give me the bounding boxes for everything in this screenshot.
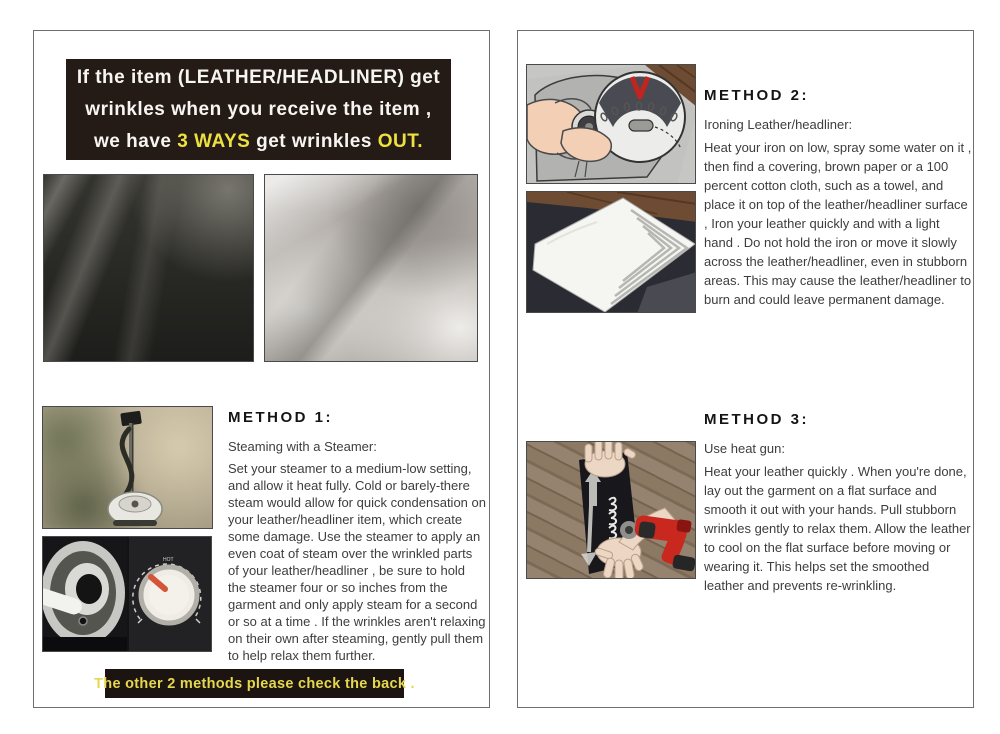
method-1-subheading: Steaming with a Steamer:: [228, 439, 377, 454]
method-1-body: Set your steamer to a medium-low setting, and allow it heat fully. Cold or barely-there steam would allow for quick condensation on your leather/headliner item, which create some damage. Use the steamer to apply an even coat of steam over the wrinkled parts of your leather/headliner , be sure to hold the steamer four or so inches from the garment and only apply steam for a second or so at a time . If the wrinkles aren't relaxing on their own after steaming, gently pull them to help relax them further.: [228, 461, 486, 663]
iron-dial-drawing: [527, 65, 696, 184]
method-2-heading: METHOD 2:: [704, 87, 809, 104]
method-3-heading: METHOD 3:: [704, 411, 809, 428]
method-3-body: Heat your leather quickly . When you're done, lay out the garment on a flat surface and smooth it out with your hands. Pull stubborn wrinkles gently to relax them. Allow the leather to cool on the flat surface before moving or wearing it. This helps set the smoothed leather and prevents re-wrinkling.: [704, 464, 971, 593]
headline-line-3-mid: get wrinkles: [250, 130, 378, 152]
footer-banner-text: The other 2 methods please check the back .: [94, 675, 415, 692]
method-2-body: Heat your iron on low, spray some water on it , then find a covering, brown paper or a 100 percent cotton cloth, such as a towel, and place it on top of the leather/headliner surface , Iron your leather quickly and with a light hand . Do not hold the iron or move it slowly across the leather/headliner, even in stubborn areas. This may cause the leather/headliner to burn and could leave permanent damage.: [704, 140, 972, 307]
method-2-subheading: Ironing Leather/headliner:: [704, 117, 853, 132]
towel-drawing: [527, 192, 696, 313]
headline-out-highlight: OUT.: [377, 130, 423, 152]
headline-line-3: [94, 126, 423, 158]
garment-steamer-photo: [42, 406, 213, 529]
headline-line-2: wrinkles when you receive the item ,: [85, 98, 432, 120]
steamer-detail-photos: [42, 536, 212, 652]
steamer-nozzle-and-dial-drawing: [43, 537, 212, 652]
method-3-section: [704, 411, 972, 595]
footer-banner: [94, 669, 415, 698]
method-1-section: [228, 409, 486, 664]
method-3-subheading: Use heat gun:: [704, 441, 785, 456]
method-2-section: [704, 87, 972, 309]
headline-line-1: If the item (LEATHER/HEADLINER) get: [76, 66, 441, 88]
folded-towel-illustration: [526, 191, 696, 313]
svg-text:HOT: HOT: [163, 557, 174, 563]
iron-dial-illustration: [526, 64, 696, 184]
heat-gun-photo: [526, 441, 696, 579]
steamer-drawing: [43, 407, 213, 529]
wrinkled-leather-photo: [43, 174, 254, 362]
right-page-panel: [517, 30, 974, 708]
heat-gun-drawing: [527, 442, 696, 579]
headline-line-3-prefix: we have: [94, 130, 178, 152]
headline-3-ways-highlight: 3 WAYS: [177, 130, 251, 152]
method-1-heading: METHOD 1:: [228, 409, 333, 426]
wrinkled-headliner-photo: [264, 174, 478, 362]
left-page-panel: [33, 30, 490, 708]
headline-banner: [66, 59, 451, 160]
